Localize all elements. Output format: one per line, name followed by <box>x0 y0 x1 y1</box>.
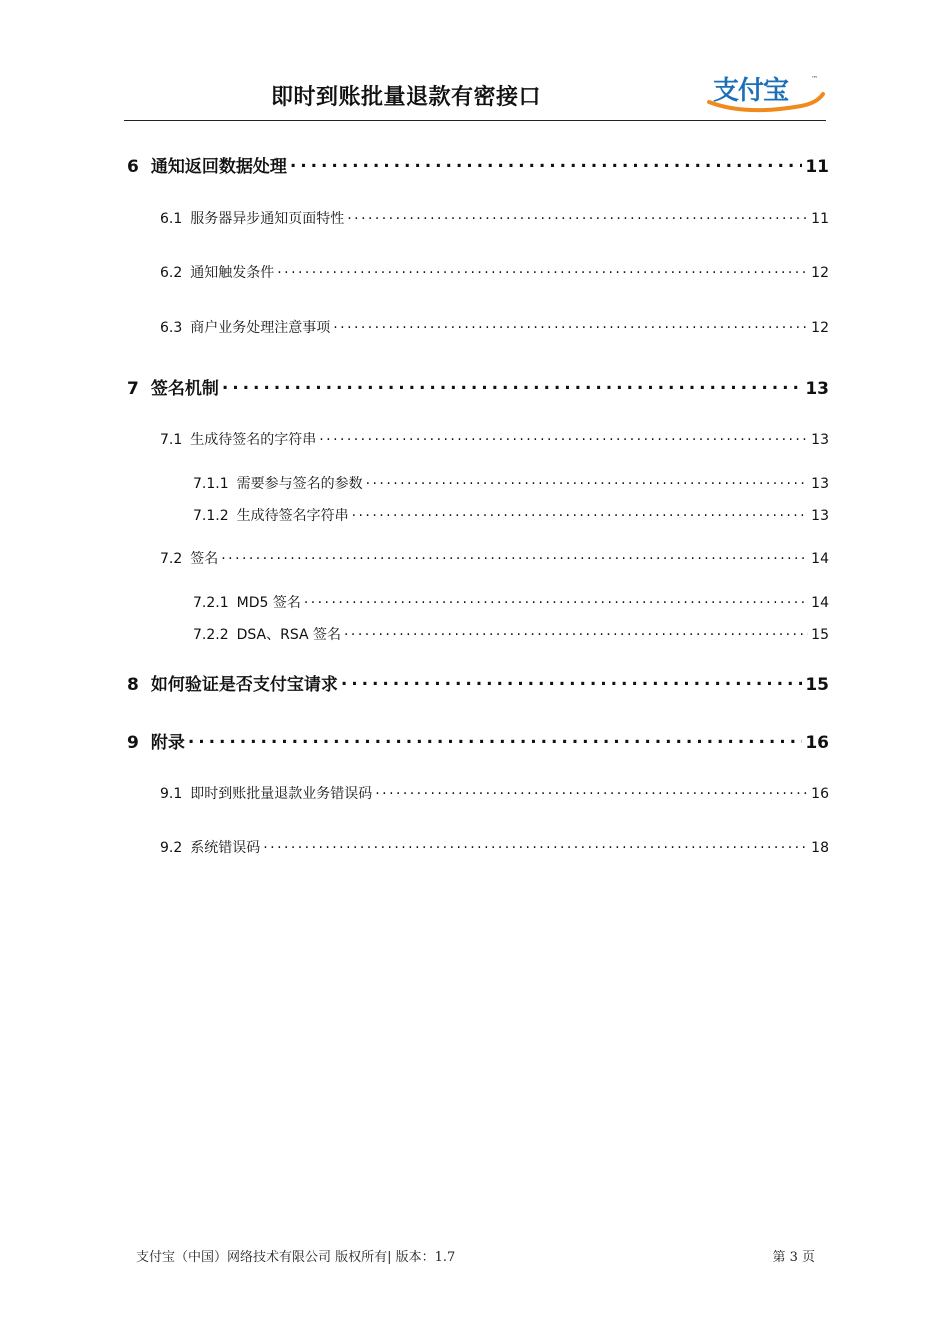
toc-entry[interactable] <box>127 670 829 695</box>
toc-entry[interactable] <box>160 837 829 857</box>
toc-entry-title: 生成待签名字符串 <box>236 508 349 524</box>
toc-entry-page: 13 <box>811 508 829 524</box>
toc-entry-number: 6 <box>127 157 139 177</box>
toc-entry-page: 11 <box>805 157 829 177</box>
toc-entry[interactable] <box>193 473 829 493</box>
toc-dot-leader <box>277 263 808 277</box>
toc-entry[interactable] <box>193 624 829 644</box>
toc-entry-title: 生成待签名的字符串 <box>190 432 317 448</box>
toc-entry-title: 服务器异步通知页面特性 <box>190 211 345 227</box>
footer-copyright: 支付宝（中国）网络技术有限公司 版权所有| 版本：1.7 <box>136 1250 456 1265</box>
toc-entry-number: 9 <box>127 733 139 753</box>
toc-entry-title: 如何验证是否支付宝请求 <box>150 675 338 695</box>
toc-entry-page: 12 <box>811 265 829 281</box>
toc-entry[interactable] <box>160 317 829 337</box>
toc-entry-page: 14 <box>811 551 829 567</box>
toc-entry-number: 9.2 <box>160 840 183 856</box>
toc-entry-number: 7.2 <box>160 551 183 567</box>
footer-page-number: 第 3 页 <box>772 1250 815 1265</box>
toc-dot-leader <box>375 784 808 798</box>
toc-dot-leader <box>319 430 808 444</box>
toc-entry-title: 签名 <box>190 551 219 567</box>
toc-entry-title: 即时到账批量退款业务错误码 <box>190 786 373 802</box>
toc-entry-title: 商户业务处理注意事项 <box>190 320 331 336</box>
toc-entry-page: 13 <box>811 476 829 492</box>
toc-entry-page: 12 <box>811 320 829 336</box>
toc-entry-page: 13 <box>805 379 829 399</box>
toc-entry-number: 7.1.2 <box>193 508 229 524</box>
toc-entry-number: 7.1 <box>160 432 183 448</box>
logo-wordmark: 支付宝 <box>713 76 789 106</box>
toc-entry[interactable] <box>127 152 829 177</box>
toc-dot-leader <box>188 731 802 748</box>
toc-entry[interactable] <box>160 262 829 282</box>
toc-entry-number: 8 <box>127 675 139 695</box>
toc-entry-title: DSA、RSA 签名 <box>236 627 342 643</box>
toc-dot-leader <box>304 593 808 607</box>
toc-entry-title: 通知返回数据处理 <box>150 157 287 177</box>
toc-entry-page: 16 <box>805 733 829 753</box>
toc-dot-leader <box>263 838 808 852</box>
toc-dot-leader <box>366 474 809 488</box>
toc-entry-title: 签名机制 <box>150 379 219 399</box>
toc-entry[interactable] <box>127 728 829 753</box>
toc-entry[interactable] <box>193 592 829 612</box>
toc-dot-leader <box>341 673 802 690</box>
toc-entry-title: MD5 签名 <box>236 595 301 611</box>
header-divider <box>124 120 826 121</box>
toc-entry[interactable] <box>193 505 829 525</box>
toc-dot-leader <box>344 625 808 639</box>
toc-entry-page: 13 <box>811 432 829 448</box>
document-title: 即时到账批量退款有密接口 <box>270 85 541 110</box>
toc-dot-leader <box>333 318 808 332</box>
toc-entry-number: 6.1 <box>160 211 183 227</box>
toc-dot-leader <box>347 209 808 223</box>
alipay-logo <box>705 72 830 114</box>
toc-dot-leader <box>222 377 802 394</box>
toc-entry-number: 7 <box>127 379 139 399</box>
toc-dot-leader <box>352 506 809 520</box>
toc-entry-page: 14 <box>811 595 829 611</box>
toc-entry-title: 通知触发条件 <box>190 265 275 281</box>
toc-entry-number: 9.1 <box>160 786 183 802</box>
toc-entry[interactable] <box>160 548 829 568</box>
toc-entry-number: 6.2 <box>160 265 183 281</box>
toc-entry-number: 7.2.1 <box>193 595 229 611</box>
toc-entry-page: 16 <box>811 786 829 802</box>
toc-entry[interactable] <box>160 208 829 228</box>
toc-entry[interactable] <box>127 374 829 399</box>
toc-dot-leader <box>290 155 802 172</box>
toc-entry-title: 附录 <box>150 733 185 753</box>
toc-entry-title: 需要参与签名的参数 <box>236 476 363 492</box>
toc-entry-page: 11 <box>811 211 829 227</box>
toc-entry-title: 系统错误码 <box>190 840 261 856</box>
logo-trademark: ™ <box>811 75 818 83</box>
toc-entry-number: 7.2.2 <box>193 627 229 643</box>
toc-entry-page: 15 <box>811 627 829 643</box>
toc-entry-number: 7.1.1 <box>193 476 229 492</box>
toc-entry[interactable] <box>160 429 829 449</box>
toc-entry-number: 6.3 <box>160 320 183 336</box>
toc-dot-leader <box>221 549 808 563</box>
toc-entry-page: 18 <box>811 840 829 856</box>
toc-entry-page: 15 <box>805 675 829 695</box>
toc-entry[interactable] <box>160 783 829 803</box>
